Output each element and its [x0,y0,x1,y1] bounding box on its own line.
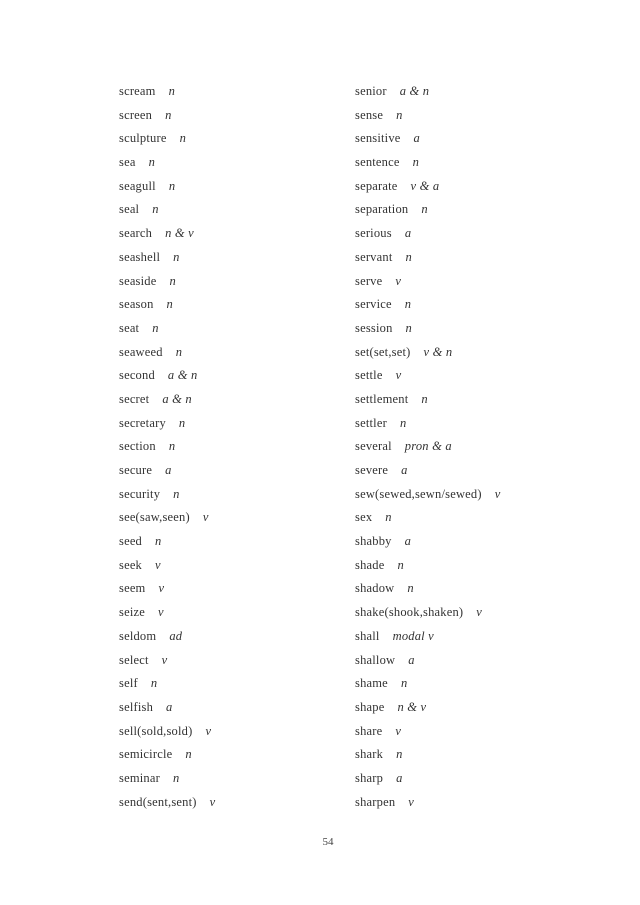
word-entry [119,506,215,530]
part-of-speech: n [173,249,180,264]
word-text: senior [355,84,387,98]
part-of-speech: n [185,747,192,762]
word-entry [119,222,215,246]
word-text: sharpen [355,794,396,809]
word-text: seal [119,202,140,217]
part-of-speech: n [169,273,176,288]
word-entry [119,151,215,175]
part-of-speech: n [400,676,408,691]
word-entry [119,791,215,815]
word-entry [119,720,215,744]
part-of-speech: a [396,770,403,785]
word-entry [355,80,500,104]
part-of-speech: v [158,581,165,596]
word-text: shallow [355,652,396,667]
word-entry [355,672,500,696]
word-entry [355,317,500,341]
part-of-speech: n [148,155,156,170]
word-text: separate [355,178,398,193]
word-text: seagull [119,178,156,193]
word-entry [119,649,215,673]
part-of-speech: a [401,463,408,477]
part-of-speech: n [405,249,412,264]
part-of-speech: n [405,320,412,335]
word-text: shall [355,628,380,643]
word-entry [119,341,215,365]
word-entry [119,554,215,578]
word-text: sense [355,107,384,122]
part-of-speech: n [397,557,404,572]
word-entry [355,554,500,578]
part-of-speech: n [421,391,428,406]
word-text: selfish [119,699,154,714]
word-text: sharp [355,770,384,785]
word-entry [119,293,215,317]
word-entry [355,530,500,554]
part-of-speech: n [404,297,412,312]
part-of-speech: n [178,415,186,430]
part-of-speech: n [396,747,403,762]
part-of-speech: n [412,155,420,170]
part-of-speech: a & n [399,84,430,98]
part-of-speech: n [166,297,173,312]
word-text: servant [355,249,393,264]
part-of-speech: n & v [397,699,427,714]
word-text: service [355,297,392,312]
page-number: 54 [322,836,334,848]
word-text: seaside [119,273,157,288]
part-of-speech: n [175,344,183,359]
word-text: section [119,439,156,454]
word-entry [355,506,500,530]
word-text: seat [119,320,140,335]
word-entry [355,412,500,436]
word-entry [119,459,215,483]
word-text: search [119,226,153,241]
word-entry [355,791,500,815]
part-of-speech: pron & a [404,439,452,454]
word-text: semicircle [119,747,173,762]
part-of-speech: v & n [423,344,453,359]
part-of-speech: n & v [165,226,194,241]
part-of-speech: a & n [162,391,192,406]
word-entry [119,175,215,199]
word-entry [355,246,500,270]
word-entry [355,127,500,151]
word-text: seed [119,534,143,549]
part-of-speech: v [157,605,164,620]
part-of-speech: n [155,534,162,549]
word-entry [355,293,500,317]
word-text: settle [355,368,383,383]
word-entry [355,198,500,222]
word-entry [355,601,500,625]
word-text: seashell [119,249,161,264]
word-entry [119,625,215,649]
word-text: seminar [119,770,160,785]
part-of-speech: n [150,676,158,691]
word-entry [355,649,500,673]
word-entry [119,530,215,554]
part-of-speech: a [404,534,412,549]
part-of-speech: v [202,510,209,525]
word-text: sculpture [119,131,167,146]
word-entry [355,270,500,294]
part-of-speech: n [421,202,428,217]
word-text: select [119,652,149,667]
word-text: see(saw,seen) [119,510,190,525]
part-of-speech: n [407,581,414,596]
word-entry [355,577,500,601]
word-entry [355,175,500,199]
word-list-column-right [355,80,500,814]
word-text: security [119,486,161,501]
word-text: several [355,439,392,454]
word-text: send(sent,sent) [119,794,197,809]
word-entry [119,104,215,128]
word-entry [119,246,215,270]
word-text: share [355,723,383,738]
word-text: secret [119,391,150,406]
word-entry [355,364,500,388]
part-of-speech: n [168,439,176,454]
part-of-speech: a & n [167,368,198,383]
word-text: seize [119,605,145,620]
part-of-speech: n [168,84,176,98]
word-text: separation [355,202,409,217]
part-of-speech: a [408,652,415,667]
word-text: screen [119,107,153,122]
part-of-speech: v [408,794,415,809]
word-text: seek [119,557,143,572]
word-entry [119,388,215,412]
part-of-speech: a [166,699,173,714]
word-entry [355,696,500,720]
part-of-speech: v [395,368,402,383]
word-text: sensitive [355,131,401,146]
word-entry [355,388,500,412]
word-entry [119,127,215,151]
part-of-speech: ad [169,628,183,643]
part-of-speech: v & a [410,178,440,193]
part-of-speech: v [155,557,161,572]
word-entry [119,412,215,436]
part-of-speech: v [395,723,402,738]
word-text: secure [119,463,153,477]
word-entry [355,720,500,744]
word-entry [355,151,500,175]
word-entry [119,435,215,459]
word-text: shark [355,747,384,762]
word-entry [119,743,215,767]
part-of-speech: v [205,723,212,738]
word-entry [355,435,500,459]
word-text: serve [355,273,383,288]
word-entry [355,625,500,649]
word-entry [355,222,500,246]
part-of-speech: v [476,605,483,620]
part-of-speech: n [152,320,159,335]
word-list-column-left [119,80,215,814]
word-text: shake(shook,shaken) [355,605,464,620]
word-entry [119,198,215,222]
word-entry [119,364,215,388]
word-entry [119,577,215,601]
part-of-speech: v [395,273,402,288]
part-of-speech: modal v [392,628,434,643]
word-text: shade [355,557,385,572]
word-entry [119,696,215,720]
part-of-speech: n [168,178,176,193]
part-of-speech: n [165,107,172,122]
part-of-speech: v [161,652,168,667]
word-entry [119,270,215,294]
word-text: sex [355,510,373,525]
word-text: seldom [119,628,157,643]
word-text: settlement [355,391,409,406]
word-text: sew(sewed,sewn/sewed) [355,486,482,501]
word-entry [355,743,500,767]
word-text: shadow [355,581,395,596]
part-of-speech: a [413,131,420,146]
word-entry [119,672,215,696]
word-text: sentence [355,155,400,170]
word-text: session [355,320,393,335]
word-text: settler [355,415,387,430]
word-text: sell(sold,sold) [119,723,193,738]
word-entry [119,767,215,791]
part-of-speech: n [396,107,403,122]
word-text: serious [355,226,392,241]
word-entry [355,767,500,791]
word-text: second [119,368,155,383]
word-text: set(set,set) [355,344,411,359]
word-text: self [119,676,138,691]
word-text: shape [355,699,385,714]
word-entry [119,601,215,625]
word-text: sea [119,155,136,170]
word-text: severe [355,463,389,477]
part-of-speech: v [494,486,501,501]
part-of-speech: n [172,770,180,785]
word-entry [355,104,500,128]
word-entry [119,317,215,341]
word-entry [355,459,500,483]
word-text: seem [119,581,146,596]
part-of-speech: n [152,202,159,217]
part-of-speech: n [179,131,187,146]
word-entry [119,80,215,104]
word-text: scream [119,84,156,98]
word-text: shame [355,676,388,691]
word-entry [355,341,500,365]
word-text: secretary [119,415,166,430]
word-entry [119,483,215,507]
word-text: shabby [355,534,392,549]
word-text: seaweed [119,344,163,359]
word-entry [355,483,500,507]
part-of-speech: n [173,486,180,501]
part-of-speech: v [209,794,216,809]
part-of-speech: n [399,415,407,430]
part-of-speech: n [385,510,392,525]
part-of-speech: a [404,226,412,241]
word-text: season [119,297,154,312]
part-of-speech: a [165,463,172,477]
